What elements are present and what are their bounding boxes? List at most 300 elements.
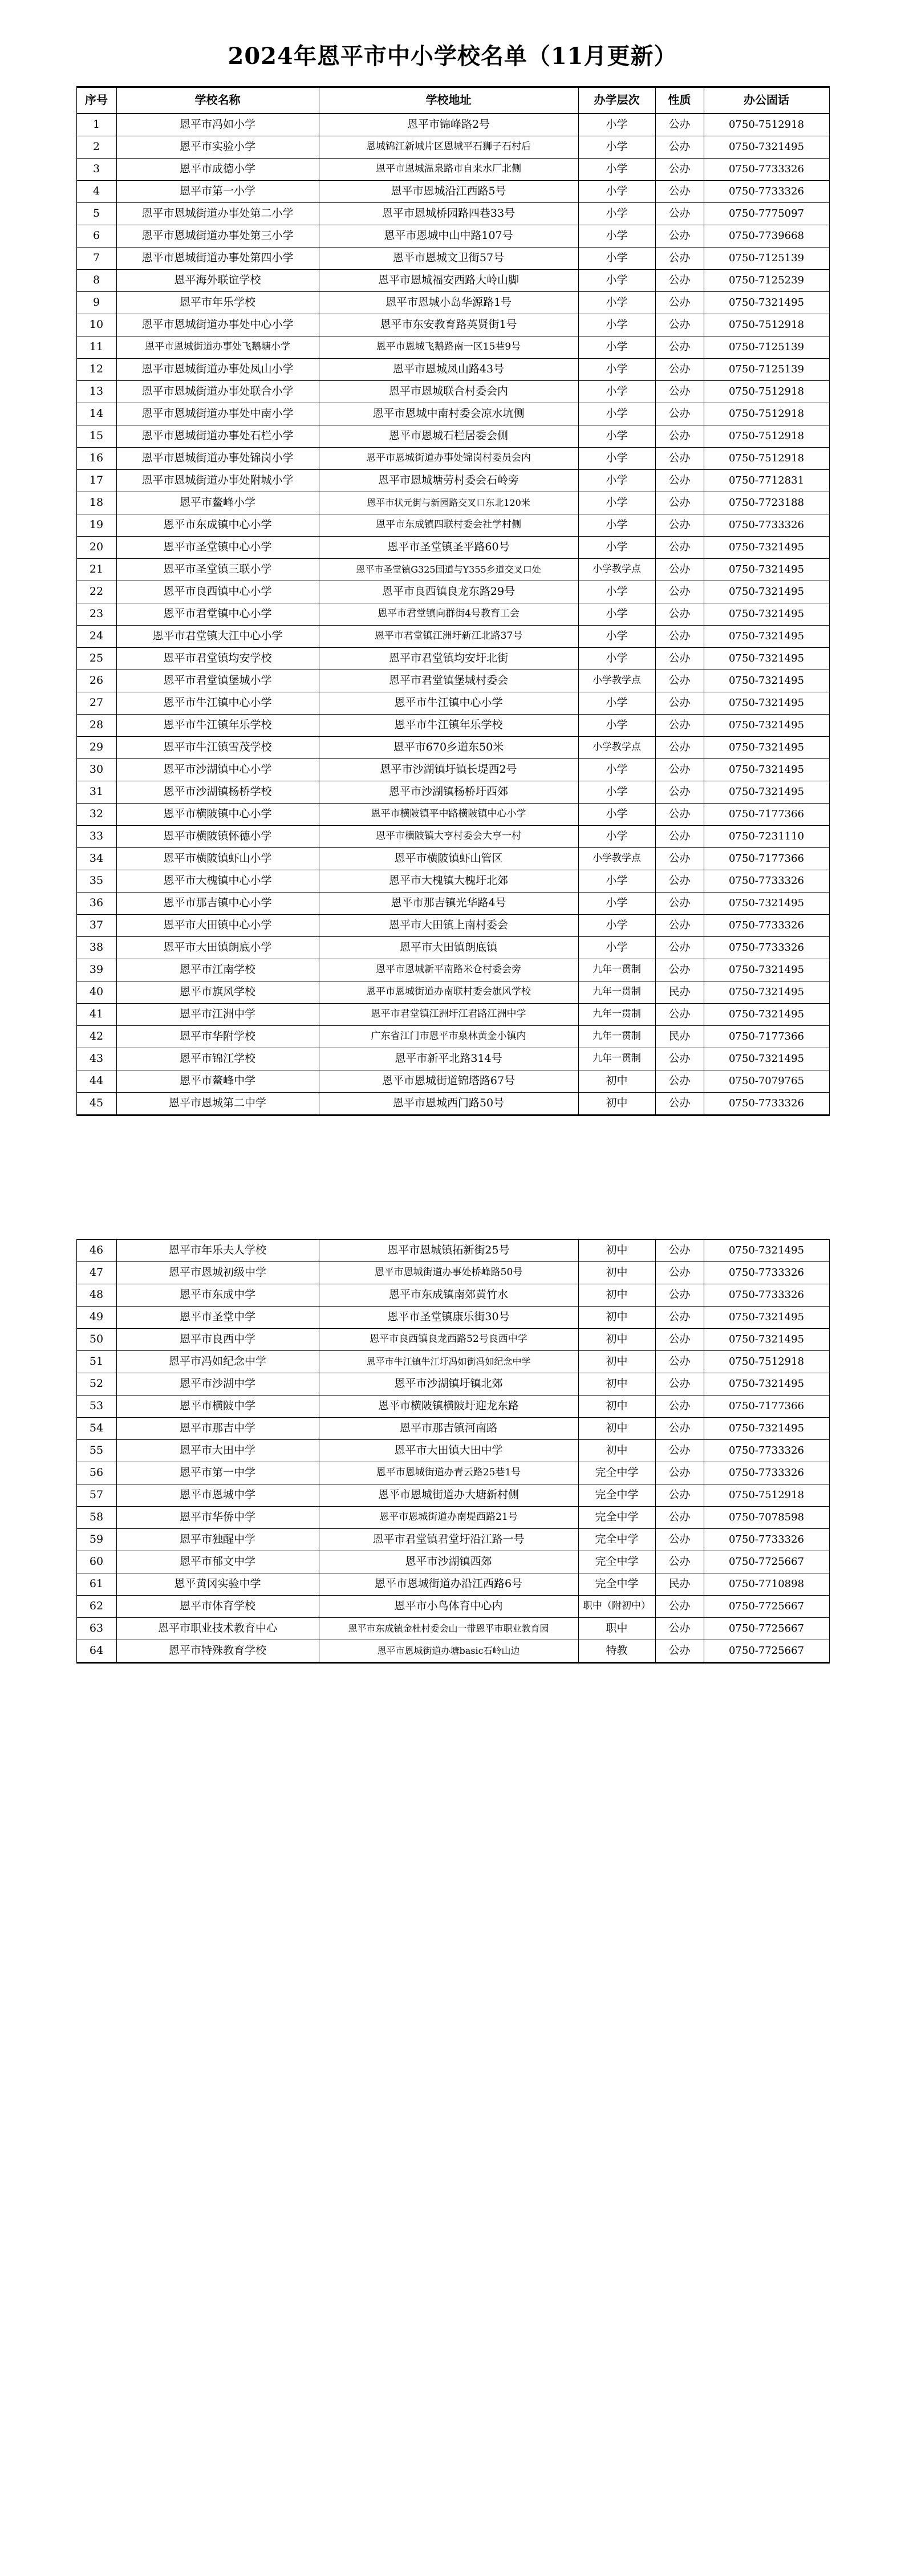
cell-level: 小学 <box>578 136 655 158</box>
table-row <box>76 758 829 781</box>
cell-level: 小学 <box>578 581 655 603</box>
cell-index: 59 <box>76 1528 116 1551</box>
cell-level: 九年一贯制 <box>578 959 655 981</box>
cell-school-address: 恩平市圣堂镇G325国道与Y355乡道交叉口处 <box>319 558 578 581</box>
cell-nature: 公办 <box>655 1092 704 1115</box>
cell-phone: 0750-7512918 <box>704 425 829 447</box>
cell-nature: 公办 <box>655 1328 704 1350</box>
cell-nature: 公办 <box>655 136 704 158</box>
table-row <box>76 447 829 469</box>
table-body-part-1 <box>76 113 829 1115</box>
cell-phone: 0750-7733326 <box>704 1439 829 1462</box>
cell-school-name: 恩平市牛江镇中心小学 <box>116 692 319 714</box>
table-row <box>76 314 829 336</box>
table-row <box>76 1003 829 1025</box>
table-row <box>76 1462 829 1484</box>
cell-level: 九年一贯制 <box>578 981 655 1003</box>
cell-school-name: 恩平市东成镇中心小学 <box>116 514 319 536</box>
cell-school-name: 恩平市大田镇中心小学 <box>116 914 319 936</box>
cell-school-address: 恩平市沙湖镇西郊 <box>319 1551 578 1573</box>
cell-school-address: 恩平市670乡道东50米 <box>319 736 578 758</box>
cell-nature: 公办 <box>655 1306 704 1328</box>
cell-school-address: 恩平市恩城街道办事处锦岗村委员会内 <box>319 447 578 469</box>
cell-index: 50 <box>76 1328 116 1350</box>
cell-school-address: 恩平市大槐镇大槐圩北郊 <box>319 870 578 892</box>
cell-index: 43 <box>76 1048 116 1070</box>
cell-school-name: 恩平市江南学校 <box>116 959 319 981</box>
cell-index: 36 <box>76 892 116 914</box>
cell-index: 31 <box>76 781 116 803</box>
cell-phone: 0750-7512918 <box>704 1484 829 1506</box>
cell-school-address: 恩平市君堂镇江洲圩江君路江洲中学 <box>319 1003 578 1025</box>
cell-level: 小学 <box>578 291 655 314</box>
cell-index: 27 <box>76 692 116 714</box>
table-row <box>76 536 829 558</box>
cell-school-address: 恩平市状元街与新园路交叉口东北120米 <box>319 492 578 514</box>
table-row <box>76 1395 829 1417</box>
table-row <box>76 380 829 403</box>
cell-school-address: 恩平市恩城街道办南联村委会旗风学校 <box>319 981 578 1003</box>
cell-school-name: 恩平市鳌峰小学 <box>116 492 319 514</box>
cell-index: 37 <box>76 914 116 936</box>
table-row <box>76 1617 829 1640</box>
cell-phone: 0750-7512918 <box>704 113 829 136</box>
cell-phone: 0750-7725667 <box>704 1640 829 1662</box>
cell-phone: 0750-7739668 <box>704 225 829 247</box>
cell-school-name: 恩平市恩城中学 <box>116 1484 319 1506</box>
cell-level: 特教 <box>578 1640 655 1662</box>
cell-nature: 公办 <box>655 1003 704 1025</box>
cell-phone: 0750-7321495 <box>704 1328 829 1350</box>
document-page <box>0 15 905 2576</box>
cell-index: 57 <box>76 1484 116 1506</box>
cell-level: 初中 <box>578 1239 655 1261</box>
cell-level: 小学 <box>578 158 655 180</box>
cell-index: 45 <box>76 1092 116 1115</box>
cell-school-address: 恩平市锦峰路2号 <box>319 113 578 136</box>
cell-level: 完全中学 <box>578 1528 655 1551</box>
cell-level: 小学 <box>578 113 655 136</box>
cell-level: 小学教学点 <box>578 670 655 692</box>
cell-school-name: 恩平市恩城街道办事处锦岗小学 <box>116 447 319 469</box>
cell-level: 小学 <box>578 380 655 403</box>
cell-index: 26 <box>76 670 116 692</box>
cell-level: 小学教学点 <box>578 847 655 870</box>
cell-phone: 0750-7321495 <box>704 558 829 581</box>
table-header-row <box>76 87 829 113</box>
cell-phone: 0750-7775097 <box>704 202 829 225</box>
table-row <box>76 514 829 536</box>
cell-school-address: 恩平市良西镇良龙西路52号良西中学 <box>319 1328 578 1350</box>
cell-phone: 0750-7321495 <box>704 536 829 558</box>
cell-level: 小学 <box>578 492 655 514</box>
cell-index: 51 <box>76 1350 116 1373</box>
cell-nature: 公办 <box>655 647 704 670</box>
cell-school-address: 恩平市大田镇大田中学 <box>319 1439 578 1462</box>
cell-school-name: 恩平市旗风学校 <box>116 981 319 1003</box>
cell-school-address: 恩平市恩城街道办大塘新村侧 <box>319 1484 578 1506</box>
cell-index: 5 <box>76 202 116 225</box>
cell-school-address: 恩平市东成镇金杜村委会山一带恩平市职业教育园 <box>319 1617 578 1640</box>
table-row <box>76 803 829 825</box>
table-row <box>76 959 829 981</box>
table-row <box>76 158 829 180</box>
cell-school-name: 恩平市恩城街道办事处中心小学 <box>116 314 319 336</box>
cell-level: 小学 <box>578 914 655 936</box>
cell-nature: 公办 <box>655 1617 704 1640</box>
table-row <box>76 269 829 291</box>
cell-level: 小学 <box>578 269 655 291</box>
cell-phone: 0750-7321495 <box>704 736 829 758</box>
cell-level: 小学 <box>578 625 655 647</box>
table-row <box>76 1373 829 1395</box>
cell-index: 8 <box>76 269 116 291</box>
cell-index: 55 <box>76 1439 116 1462</box>
cell-nature: 公办 <box>655 1048 704 1070</box>
cell-nature: 公办 <box>655 1439 704 1462</box>
cell-school-address: 恩平市沙湖镇圩镇北郊 <box>319 1373 578 1395</box>
cell-index: 23 <box>76 603 116 625</box>
cell-nature: 公办 <box>655 380 704 403</box>
cell-index: 32 <box>76 803 116 825</box>
cell-index: 63 <box>76 1617 116 1640</box>
cell-school-name: 恩平市独醒中学 <box>116 1528 319 1551</box>
cell-school-address: 恩平市恩城新平南路米仓村委会旁 <box>319 959 578 981</box>
cell-school-name: 恩平市恩城街道办事处附城小学 <box>116 469 319 492</box>
table-row <box>76 202 829 225</box>
cell-index: 16 <box>76 447 116 469</box>
cell-index: 40 <box>76 981 116 1003</box>
cell-phone: 0750-7125139 <box>704 336 829 358</box>
cell-nature: 公办 <box>655 269 704 291</box>
cell-phone: 0750-7725667 <box>704 1551 829 1573</box>
table-row <box>76 625 829 647</box>
cell-index: 3 <box>76 158 116 180</box>
cell-index: 28 <box>76 714 116 736</box>
cell-school-address: 恩平市横陂镇横陂圩迎龙东路 <box>319 1395 578 1417</box>
table-row <box>76 225 829 247</box>
cell-nature: 公办 <box>655 1528 704 1551</box>
page-break-gap <box>0 1116 905 1171</box>
cell-school-address: 恩平市横陂镇大亨村委会大亨一村 <box>319 825 578 847</box>
cell-phone: 0750-7321495 <box>704 959 829 981</box>
cell-school-address: 恩平市恩城街道锦塔路67号 <box>319 1070 578 1092</box>
cell-nature: 公办 <box>655 1284 704 1306</box>
table-row <box>76 336 829 358</box>
table-row <box>76 1025 829 1048</box>
cell-nature: 公办 <box>655 1373 704 1395</box>
cell-nature: 公办 <box>655 670 704 692</box>
cell-nature: 民办 <box>655 1573 704 1595</box>
cell-index: 39 <box>76 959 116 981</box>
cell-level: 小学教学点 <box>578 558 655 581</box>
table-row <box>76 692 829 714</box>
cell-level: 初中 <box>578 1284 655 1306</box>
cell-phone: 0750-7723188 <box>704 492 829 514</box>
cell-nature: 公办 <box>655 314 704 336</box>
cell-nature: 公办 <box>655 113 704 136</box>
cell-index: 46 <box>76 1239 116 1261</box>
cell-index: 33 <box>76 825 116 847</box>
cell-school-address: 恩平市君堂镇向群街4号教育工会 <box>319 603 578 625</box>
cell-level: 完全中学 <box>578 1462 655 1484</box>
cell-nature: 公办 <box>655 825 704 847</box>
cell-school-address: 恩平市恩城温泉路市自来水厂北侧 <box>319 158 578 180</box>
table-body-part-2 <box>76 1239 829 1662</box>
cell-index: 52 <box>76 1373 116 1395</box>
cell-nature: 公办 <box>655 1640 704 1662</box>
cell-nature: 公办 <box>655 514 704 536</box>
cell-school-address: 恩平市大田镇上南村委会 <box>319 914 578 936</box>
cell-nature: 公办 <box>655 1261 704 1284</box>
cell-school-address: 恩平市圣堂镇圣平路60号 <box>319 536 578 558</box>
cell-school-address: 恩平市东成镇南郊黄竹水 <box>319 1284 578 1306</box>
cell-phone: 0750-7231110 <box>704 825 829 847</box>
cell-nature: 公办 <box>655 336 704 358</box>
table-row <box>76 603 829 625</box>
table-row <box>76 1573 829 1595</box>
cell-index: 49 <box>76 1306 116 1328</box>
cell-school-address: 恩平市恩城小岛华源路1号 <box>319 291 578 314</box>
table-row <box>76 1595 829 1617</box>
cell-level: 小学 <box>578 469 655 492</box>
cell-nature: 公办 <box>655 959 704 981</box>
cell-nature: 公办 <box>655 625 704 647</box>
cell-index: 62 <box>76 1595 116 1617</box>
cell-school-name: 恩平市实验小学 <box>116 136 319 158</box>
cell-school-name: 恩平市年乐夫人学校 <box>116 1239 319 1261</box>
cell-index: 12 <box>76 358 116 380</box>
cell-school-name: 恩平市君堂镇均安学校 <box>116 647 319 670</box>
cell-index: 44 <box>76 1070 116 1092</box>
cell-nature: 公办 <box>655 736 704 758</box>
cell-level: 小学 <box>578 803 655 825</box>
column-header-phone: 办公固话 <box>704 87 829 113</box>
school-table-part-2 <box>76 1239 830 1664</box>
cell-level: 小学 <box>578 514 655 536</box>
cell-school-name: 恩平市圣堂镇三联小学 <box>116 558 319 581</box>
cell-phone: 0750-7321495 <box>704 625 829 647</box>
cell-phone: 0750-7321495 <box>704 647 829 670</box>
column-header-level: 办学层次 <box>578 87 655 113</box>
cell-index: 11 <box>76 336 116 358</box>
cell-index: 2 <box>76 136 116 158</box>
cell-phone: 0750-7321495 <box>704 670 829 692</box>
cell-level: 九年一贯制 <box>578 1003 655 1025</box>
cell-school-address: 恩平市恩城街道办事处桥峰路50号 <box>319 1261 578 1284</box>
cell-level: 九年一贯制 <box>578 1025 655 1048</box>
cell-nature: 公办 <box>655 603 704 625</box>
cell-school-address: 恩平市沙湖镇杨桥圩西郊 <box>319 781 578 803</box>
cell-school-name: 恩平市沙湖中学 <box>116 1373 319 1395</box>
cell-phone: 0750-7078598 <box>704 1506 829 1528</box>
cell-school-name: 恩平市恩城街道办事处飞鹅塘小学 <box>116 336 319 358</box>
cell-level: 小学 <box>578 225 655 247</box>
table-row <box>76 1070 829 1092</box>
cell-level: 初中 <box>578 1328 655 1350</box>
cell-index: 1 <box>76 113 116 136</box>
cell-index: 53 <box>76 1395 116 1417</box>
cell-phone: 0750-7712831 <box>704 469 829 492</box>
cell-phone: 0750-7733326 <box>704 914 829 936</box>
cell-school-name: 恩平市沙湖镇杨桥学校 <box>116 781 319 803</box>
cell-phone: 0750-7321495 <box>704 1417 829 1439</box>
cell-index: 6 <box>76 225 116 247</box>
cell-phone: 0750-7733326 <box>704 1092 829 1115</box>
table-row <box>76 136 829 158</box>
cell-phone: 0750-7079765 <box>704 1070 829 1092</box>
cell-school-name: 恩平市圣堂镇中心小学 <box>116 536 319 558</box>
cell-phone: 0750-7125139 <box>704 247 829 269</box>
cell-school-name: 恩平市那吉镇中心小学 <box>116 892 319 914</box>
cell-nature: 公办 <box>655 914 704 936</box>
cell-index: 56 <box>76 1462 116 1484</box>
cell-school-name: 恩平市大田镇朗底小学 <box>116 936 319 959</box>
cell-school-name: 恩平市职业技术教育中心 <box>116 1617 319 1640</box>
cell-school-name: 恩平市良西镇中心小学 <box>116 581 319 603</box>
cell-nature: 民办 <box>655 981 704 1003</box>
cell-school-address: 恩平市君堂镇君堂圩沿江路一号 <box>319 1528 578 1551</box>
school-table-part-1 <box>76 86 830 1116</box>
cell-phone: 0750-7321495 <box>704 714 829 736</box>
table-row <box>76 558 829 581</box>
school-table-part-1-container <box>76 86 829 1116</box>
cell-nature: 公办 <box>655 247 704 269</box>
cell-school-address: 恩平市君堂镇江洲圩新江北路37号 <box>319 625 578 647</box>
column-header-school-address: 学校地址 <box>319 87 578 113</box>
cell-level: 小学 <box>578 358 655 380</box>
table-row <box>76 936 829 959</box>
cell-index: 54 <box>76 1417 116 1439</box>
cell-school-name: 恩平市良西中学 <box>116 1328 319 1350</box>
cell-school-name: 恩平市牛江镇雪茂学校 <box>116 736 319 758</box>
cell-nature: 公办 <box>655 758 704 781</box>
cell-nature: 公办 <box>655 1395 704 1417</box>
table-row <box>76 1551 829 1573</box>
table-row <box>76 425 829 447</box>
cell-phone: 0750-7177366 <box>704 1395 829 1417</box>
cell-phone: 0750-7733326 <box>704 180 829 202</box>
cell-phone: 0750-7321495 <box>704 581 829 603</box>
cell-nature: 公办 <box>655 1417 704 1439</box>
cell-index: 58 <box>76 1506 116 1528</box>
cell-phone: 0750-7710898 <box>704 1573 829 1595</box>
cell-phone: 0750-7733326 <box>704 514 829 536</box>
cell-school-name: 恩平市牛江镇年乐学校 <box>116 714 319 736</box>
cell-school-name: 恩平市东成中学 <box>116 1284 319 1306</box>
cell-phone: 0750-7321495 <box>704 136 829 158</box>
table-row <box>76 1350 829 1373</box>
cell-school-address: 恩平市牛江镇中心小学 <box>319 692 578 714</box>
cell-school-address: 恩平市恩城街道办南堤西路21号 <box>319 1506 578 1528</box>
cell-phone: 0750-7512918 <box>704 403 829 425</box>
cell-level: 小学 <box>578 536 655 558</box>
cell-school-name: 恩平市那吉中学 <box>116 1417 319 1439</box>
cell-school-address: 恩平市恩城街道办塘basic石岭山边 <box>319 1640 578 1662</box>
cell-school-address: 恩平市大田镇朗底镇 <box>319 936 578 959</box>
cell-school-address: 恩平市恩城石栏居委会侧 <box>319 425 578 447</box>
cell-school-address: 恩平市那吉镇河南路 <box>319 1417 578 1439</box>
table-row <box>76 1092 829 1115</box>
cell-nature: 公办 <box>655 1551 704 1573</box>
cell-phone: 0750-7321495 <box>704 291 829 314</box>
cell-school-name: 恩平市大田中学 <box>116 1439 319 1462</box>
cell-school-address: 恩平市恩城镇拓新街25号 <box>319 1239 578 1261</box>
cell-school-name: 恩平市君堂镇大江中心小学 <box>116 625 319 647</box>
cell-nature: 公办 <box>655 1506 704 1528</box>
cell-nature: 公办 <box>655 1484 704 1506</box>
cell-school-name: 恩平市华附学校 <box>116 1025 319 1048</box>
table-row <box>76 981 829 1003</box>
cell-phone: 0750-7733326 <box>704 158 829 180</box>
cell-index: 21 <box>76 558 116 581</box>
table-row <box>76 1306 829 1328</box>
cell-index: 17 <box>76 469 116 492</box>
cell-index: 48 <box>76 1284 116 1306</box>
cell-index: 24 <box>76 625 116 647</box>
table-row <box>76 847 829 870</box>
table-row <box>76 247 829 269</box>
cell-level: 初中 <box>578 1417 655 1439</box>
cell-nature: 公办 <box>655 847 704 870</box>
cell-index: 64 <box>76 1640 116 1662</box>
cell-school-name: 恩平市恩城第二中学 <box>116 1092 319 1115</box>
cell-level: 完全中学 <box>578 1506 655 1528</box>
table-row <box>76 180 829 202</box>
column-header-nature: 性质 <box>655 87 704 113</box>
cell-level: 初中 <box>578 1373 655 1395</box>
cell-level: 小学 <box>578 336 655 358</box>
table-row <box>76 1328 829 1350</box>
cell-nature: 公办 <box>655 781 704 803</box>
cell-nature: 公办 <box>655 1595 704 1617</box>
cell-school-address: 恩平市横陂镇平中路横陂镇中心小学 <box>319 803 578 825</box>
cell-phone: 0750-7512918 <box>704 447 829 469</box>
cell-school-name: 恩平市特殊教育学校 <box>116 1640 319 1662</box>
cell-level: 小学 <box>578 180 655 202</box>
cell-school-address: 恩平市良西镇良龙东路29号 <box>319 581 578 603</box>
cell-school-name: 恩平市第一小学 <box>116 180 319 202</box>
cell-school-name: 恩平市沙湖镇中心小学 <box>116 758 319 781</box>
table-row <box>76 1640 829 1662</box>
cell-phone: 0750-7321495 <box>704 892 829 914</box>
cell-school-name: 恩平市恩城街道办事处联合小学 <box>116 380 319 403</box>
cell-school-address: 恩平市恩城福安西路大岭山脚 <box>319 269 578 291</box>
cell-level: 小学 <box>578 692 655 714</box>
cell-index: 34 <box>76 847 116 870</box>
cell-nature: 公办 <box>655 180 704 202</box>
cell-level: 九年一贯制 <box>578 1048 655 1070</box>
cell-level: 初中 <box>578 1306 655 1328</box>
cell-index: 14 <box>76 403 116 425</box>
cell-phone: 0750-7321495 <box>704 758 829 781</box>
cell-phone: 0750-7725667 <box>704 1617 829 1640</box>
cell-nature: 公办 <box>655 202 704 225</box>
cell-school-address: 恩平市那吉镇光华路4号 <box>319 892 578 914</box>
cell-school-address: 恩平市圣堂镇康乐街30号 <box>319 1306 578 1328</box>
table-row <box>76 1239 829 1261</box>
column-header-index: 序号 <box>76 87 116 113</box>
cell-nature: 公办 <box>655 1350 704 1373</box>
cell-level: 小学 <box>578 892 655 914</box>
cell-school-name: 恩平市君堂镇中心小学 <box>116 603 319 625</box>
cell-school-name: 恩平市恩城街道办事处第二小学 <box>116 202 319 225</box>
table-row <box>76 870 829 892</box>
cell-nature: 公办 <box>655 158 704 180</box>
cell-school-name: 恩平市大槐镇中心小学 <box>116 870 319 892</box>
cell-index: 10 <box>76 314 116 336</box>
cell-phone: 0750-7125239 <box>704 269 829 291</box>
